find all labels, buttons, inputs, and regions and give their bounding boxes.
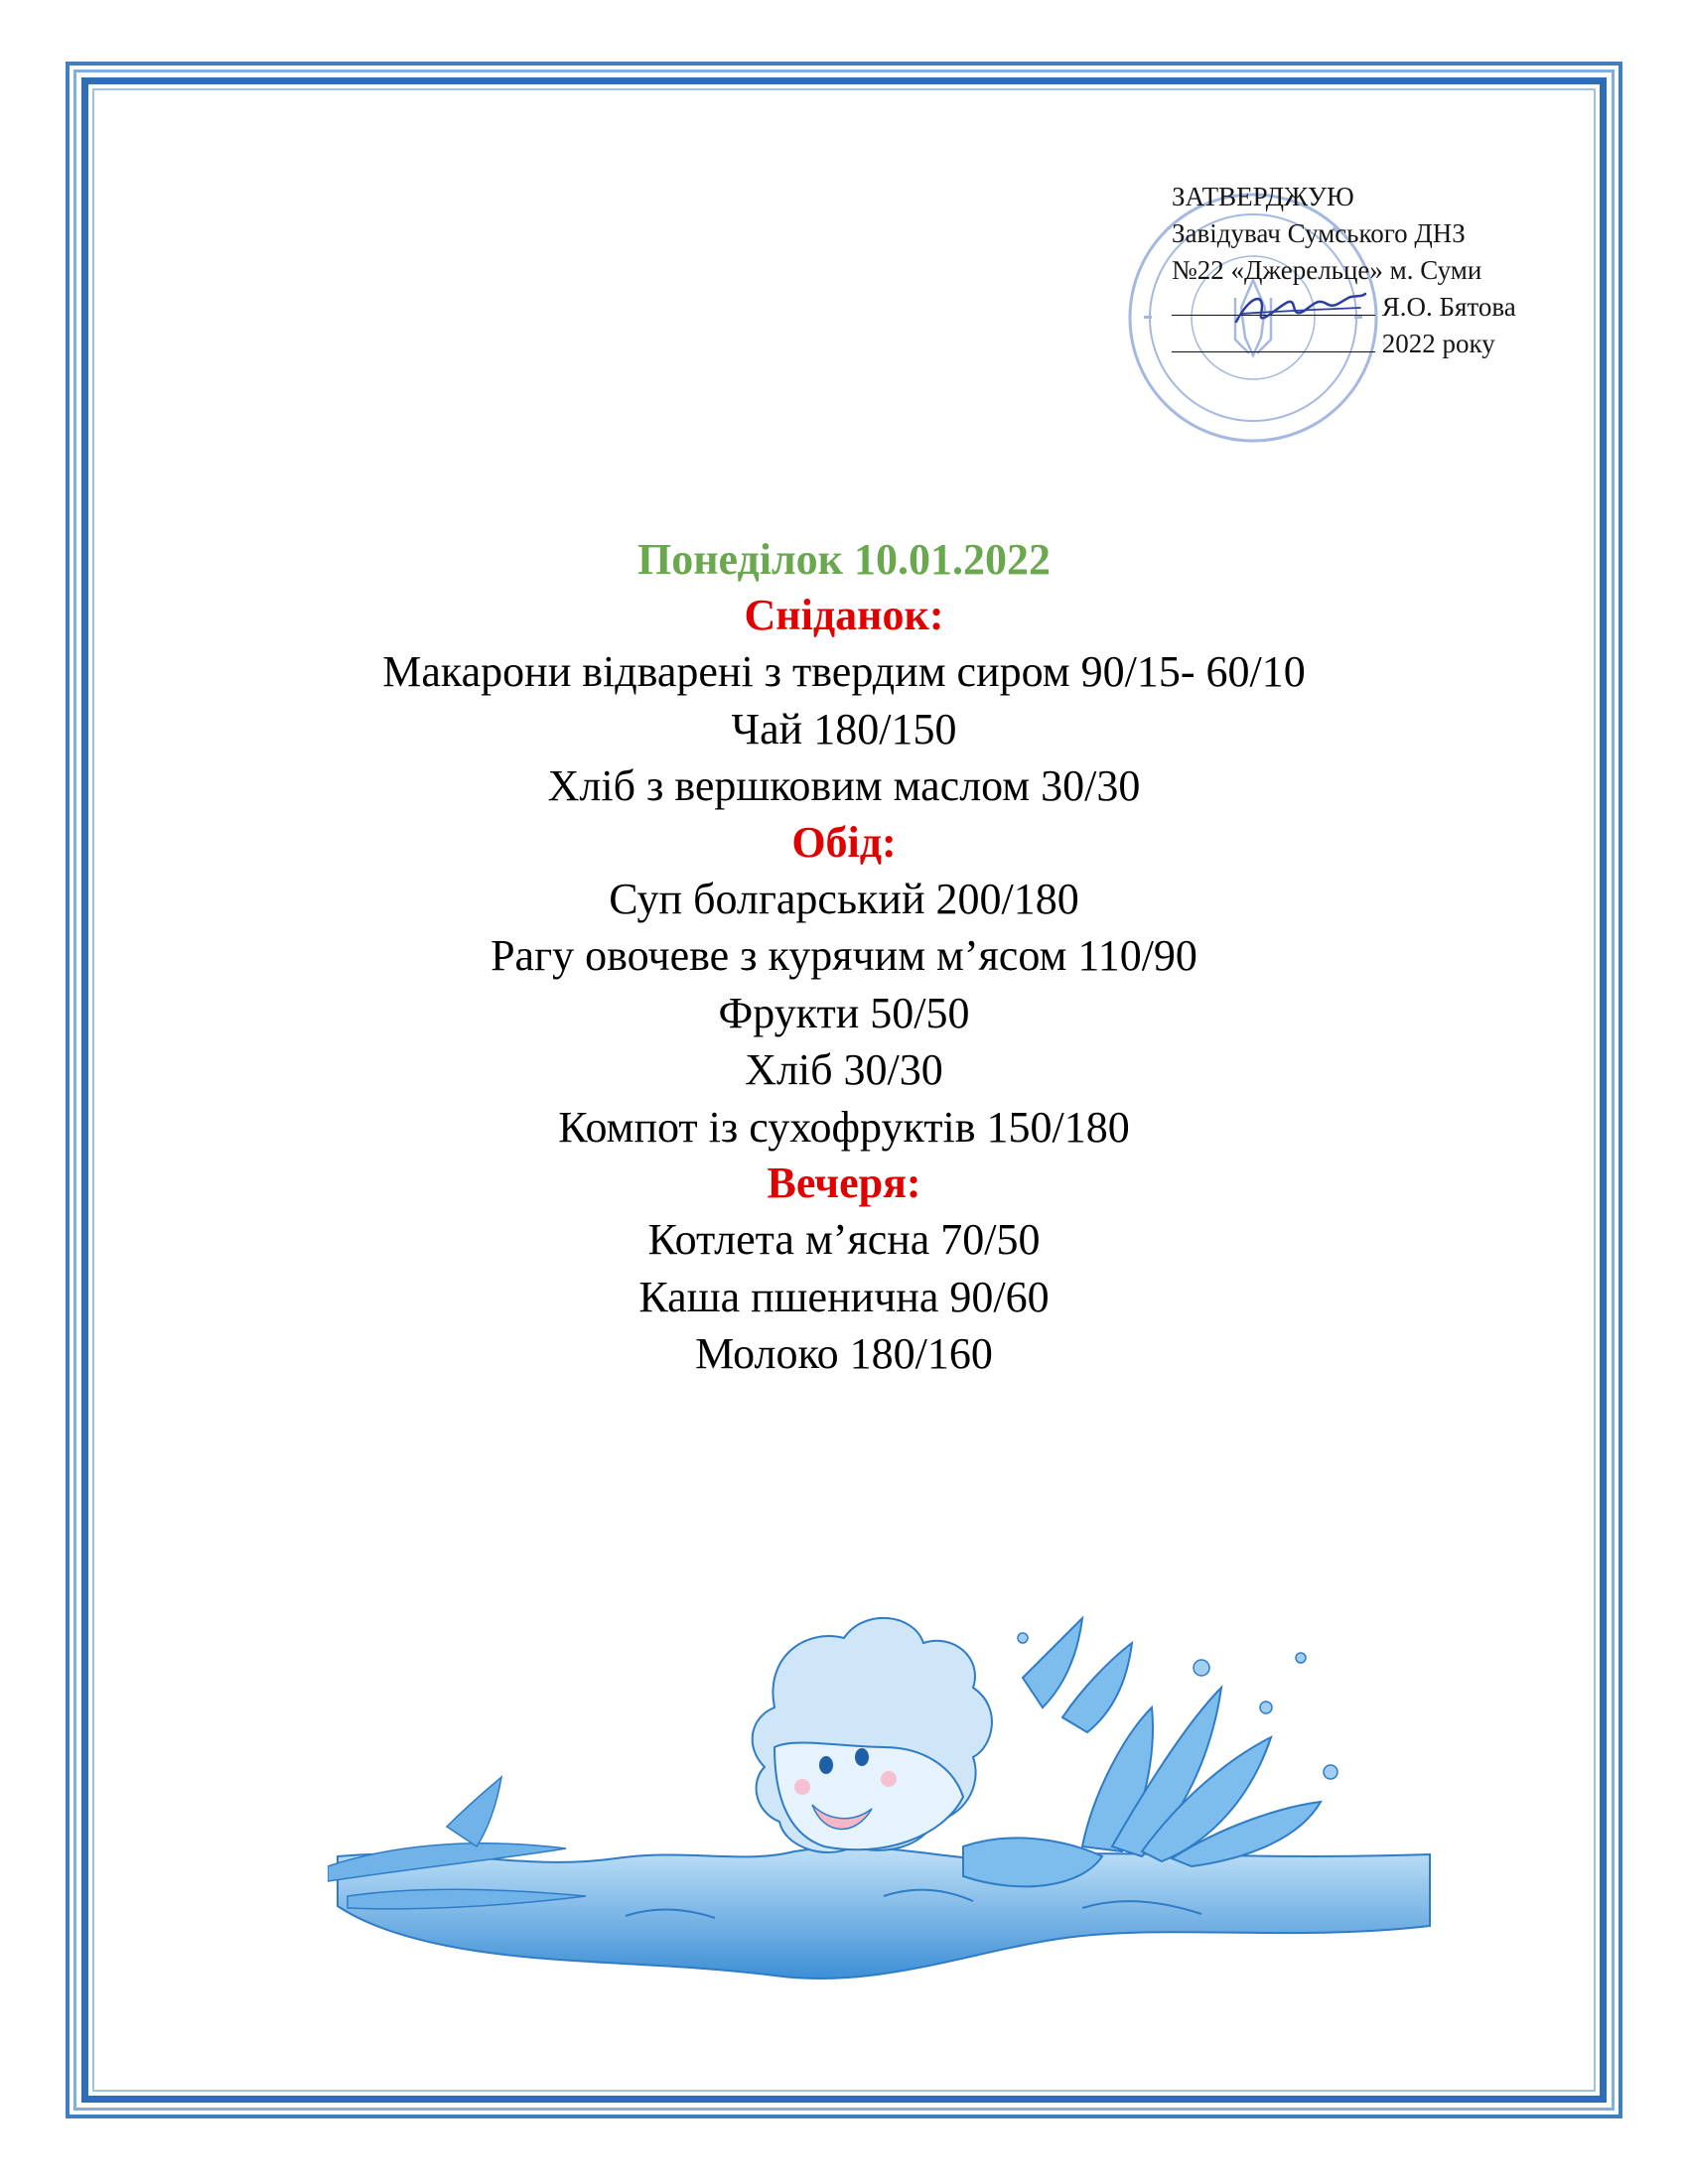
- menu-item: Суп болгарський 200/180: [609, 874, 1079, 923]
- menu-item: Хліб з вершковим маслом 30/30: [547, 761, 1141, 810]
- approval-institution: №22 «Джерельце» м. Суми: [1172, 255, 1482, 285]
- approval-block: [1172, 179, 1569, 447]
- menu-date-title: Понеділок 10.01.2022: [636, 535, 1052, 584]
- approval-signer: Я.О. Бятова: [1381, 292, 1516, 322]
- menu-item: Компот із сухофруктів 150/180: [558, 1102, 1130, 1152]
- menu-item: Молоко 180/160: [695, 1329, 993, 1378]
- approval-year: 2022 року: [1381, 329, 1495, 358]
- breakfast-heading: Сніданок:: [744, 591, 944, 639]
- menu-item: Рагу овочеве з курячим м’ясом 110/90: [491, 931, 1197, 980]
- approval-position: Завідувач Сумського ДНЗ: [1172, 218, 1466, 248]
- menu-item: Чай 180/150: [731, 704, 957, 753]
- menu-item: Хліб 30/30: [745, 1045, 943, 1094]
- dinner-heading: Вечеря:: [767, 1159, 921, 1207]
- menu-item: Каша пшенична 90/60: [638, 1272, 1050, 1321]
- water-splash-character-icon: [328, 1598, 1450, 2015]
- handwritten-signature-icon: [1231, 284, 1370, 334]
- daily-menu: [199, 532, 1489, 1383]
- menu-item: Фрукти 50/50: [718, 988, 970, 1037]
- lunch-heading: Обід:: [791, 817, 897, 867]
- approval-title: ЗАТВЕРДЖУЮ: [1172, 182, 1354, 211]
- menu-item: Макарони відварені з твердим сиром 90/15- 60/10: [382, 647, 1306, 696]
- menu-item: Котлета м’ясна 70/50: [647, 1215, 1041, 1264]
